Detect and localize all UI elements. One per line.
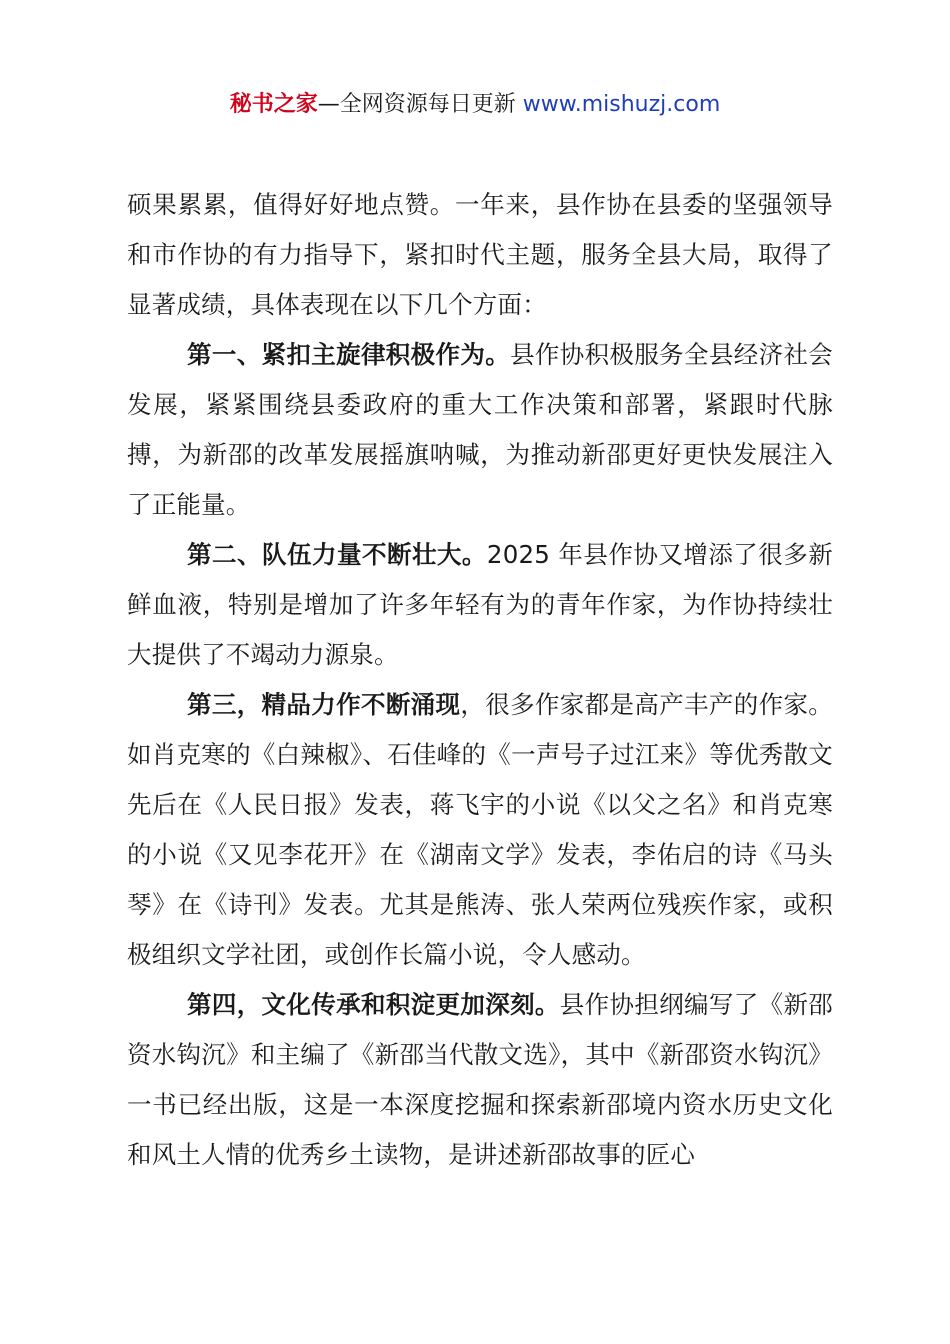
paragraph-text: 2025 年县作协又增添了很多新鲜血液，特别是增加了许多年轻有为的青年作家，为作协持续壮大提供了不竭动力源泉。 bbox=[127, 540, 833, 669]
paragraph-text: ，很多作家都是高产丰产的作家。如肖克寒的《白辣椒》、石佳峰的《一声号子过江来》等优秀散文先后在《人民日报》发表，蒋飞宇的小说《以父之名》和肖克寒的小说《又见李花开》在《湖南文学》发表，李佑启的诗《马头琴》在《诗刊》发表。尤其是熊涛、张人荣两位残疾作家，或积极组织文学社团，或创作长篇小说，令人感动。 bbox=[127, 690, 833, 969]
site-brand: 秘书之家 bbox=[229, 92, 318, 117]
paragraph-text: 硕果累累，值得好好地点赞。一年来，县作协在县委的坚强领导和市作协的有力指导下，紧扣时代主题，服务全县大局，取得了显著成绩，具体表现在以下几个方面： bbox=[127, 190, 833, 319]
paragraph-text: 县作协积极服务全县经济社会发展，紧紧围绕县委政府的重大工作决策和部署，紧跟时代脉搏，为新邵的改革发展摇旗呐喊，为推动新邵更好更快发展注入了正能量。 bbox=[127, 340, 833, 519]
document-body bbox=[127, 180, 833, 1180]
paragraph-lead: 第一、紧扣主旋律积极作为。 bbox=[187, 340, 511, 369]
paragraph-lead: 第二、队伍力量不断壮大。 bbox=[187, 540, 487, 569]
paragraph-text: 县作协担纲编写了《新邵资水钩沉》和主编了《新邵当代散文选》，其中《新邵资水钩沉》一书已经出版，这是一本深度挖掘和探索新邵境内资水历史文化和风土人情的优秀乡土读物，是讲述新邵故事的匠心 bbox=[127, 990, 833, 1169]
paragraph-lead: 第四，文化传承和积淀更加深刻。 bbox=[187, 990, 560, 1019]
paragraph-first-point bbox=[127, 330, 833, 530]
site-tagline: —全网资源每日更新 bbox=[317, 92, 523, 117]
paragraph-third-point bbox=[127, 680, 833, 980]
paragraph-fourth-point bbox=[127, 980, 833, 1180]
site-url-link[interactable]: www.mishuzj.com bbox=[522, 92, 721, 117]
paragraph-lead: 第三，精品力作不断涌现 bbox=[187, 690, 461, 719]
paragraph-intro bbox=[127, 180, 833, 330]
page-header bbox=[0, 88, 950, 122]
paragraph-second-point bbox=[127, 530, 833, 680]
